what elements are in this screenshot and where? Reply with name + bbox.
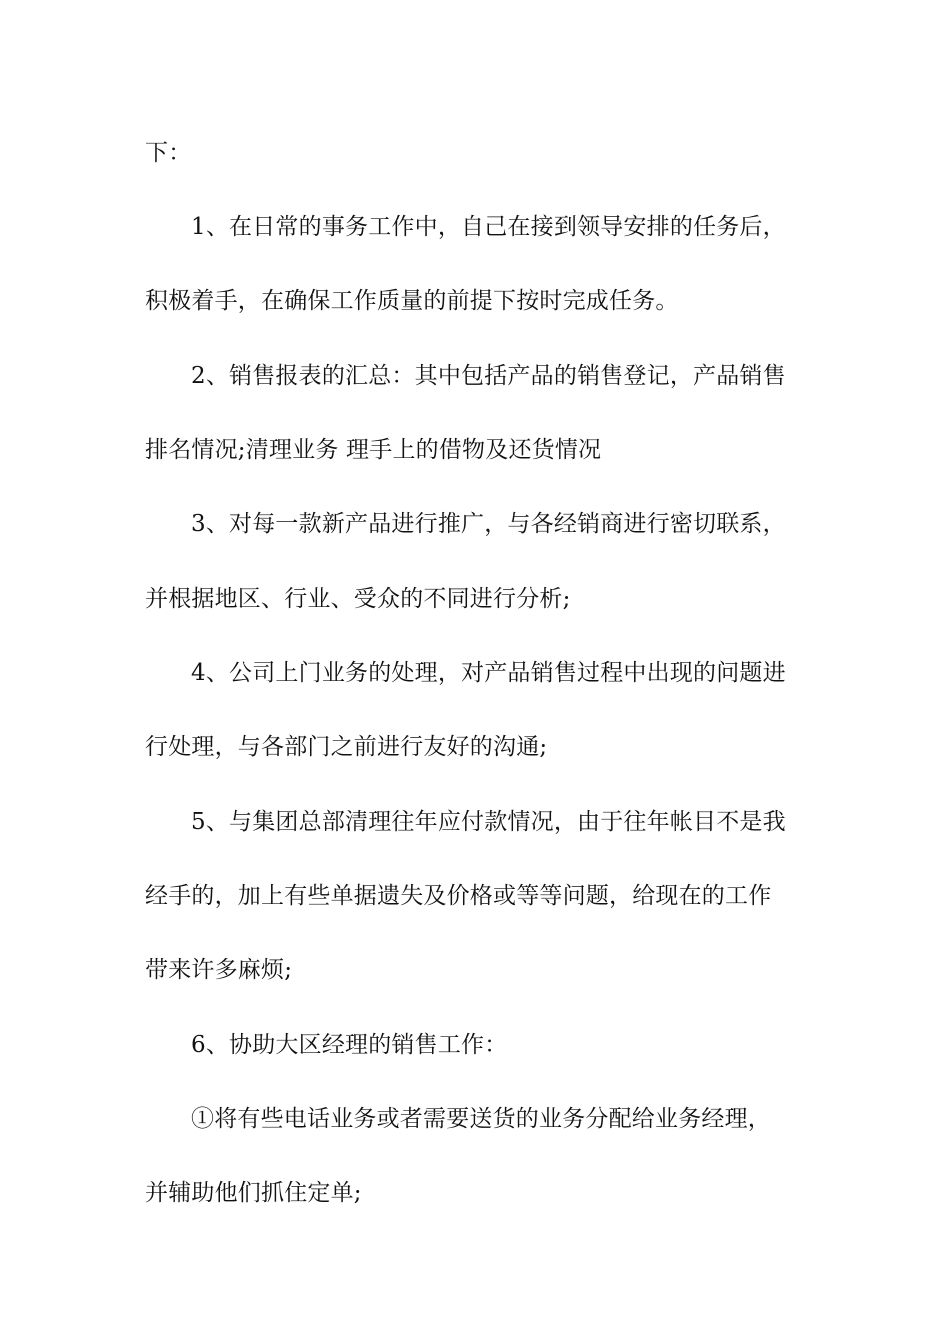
list-item-5-line-1: 5、与集团总部清理往年应付款情况，由于往年帐目不是我 bbox=[191, 809, 786, 835]
sub-item-1-line-2: 并辅助他们抓住定单; bbox=[145, 1180, 362, 1206]
list-item-3-line-2: 并根据地区、行业、受众的不同进行分析; bbox=[145, 586, 571, 612]
list-item-1-line-1: 1、在日常的事务工作中，自己在接到领导安排的任务后， bbox=[191, 214, 786, 240]
list-item-2-line-2: 排名情况;清理业务 理手上的借物及还货情况 bbox=[145, 437, 602, 463]
list-item-1-line-2: 积极着手，在确保工作质量的前提下按时完成任务。 bbox=[145, 288, 679, 314]
list-item-6-line-1: 6、协助大区经理的销售工作： bbox=[191, 1032, 508, 1058]
list-item-5-line-2: 经手的，加上有些单据遗失及价格或等等问题，给现在的工作 bbox=[145, 883, 772, 909]
list-item-4-line-1: 4、公司上门业务的处理，对产品销售过程中出现的问题进 bbox=[191, 660, 786, 686]
sub-item-1-line-1: ①将有些电话业务或者需要送货的业务分配给业务经理， bbox=[191, 1106, 771, 1132]
list-item-4-line-2: 行处理，与各部门之前进行友好的沟通; bbox=[145, 734, 548, 760]
list-item-2-line-1: 2、销售报表的汇总：其中包括产品的销售登记，产品销售 bbox=[191, 363, 786, 389]
text-line: 下： bbox=[145, 140, 192, 166]
list-item-5-line-3: 带来许多麻烦; bbox=[145, 957, 293, 983]
list-item-3-line-1: 3、对每一款新产品进行推广，与各经销商进行密切联系， bbox=[191, 511, 786, 537]
